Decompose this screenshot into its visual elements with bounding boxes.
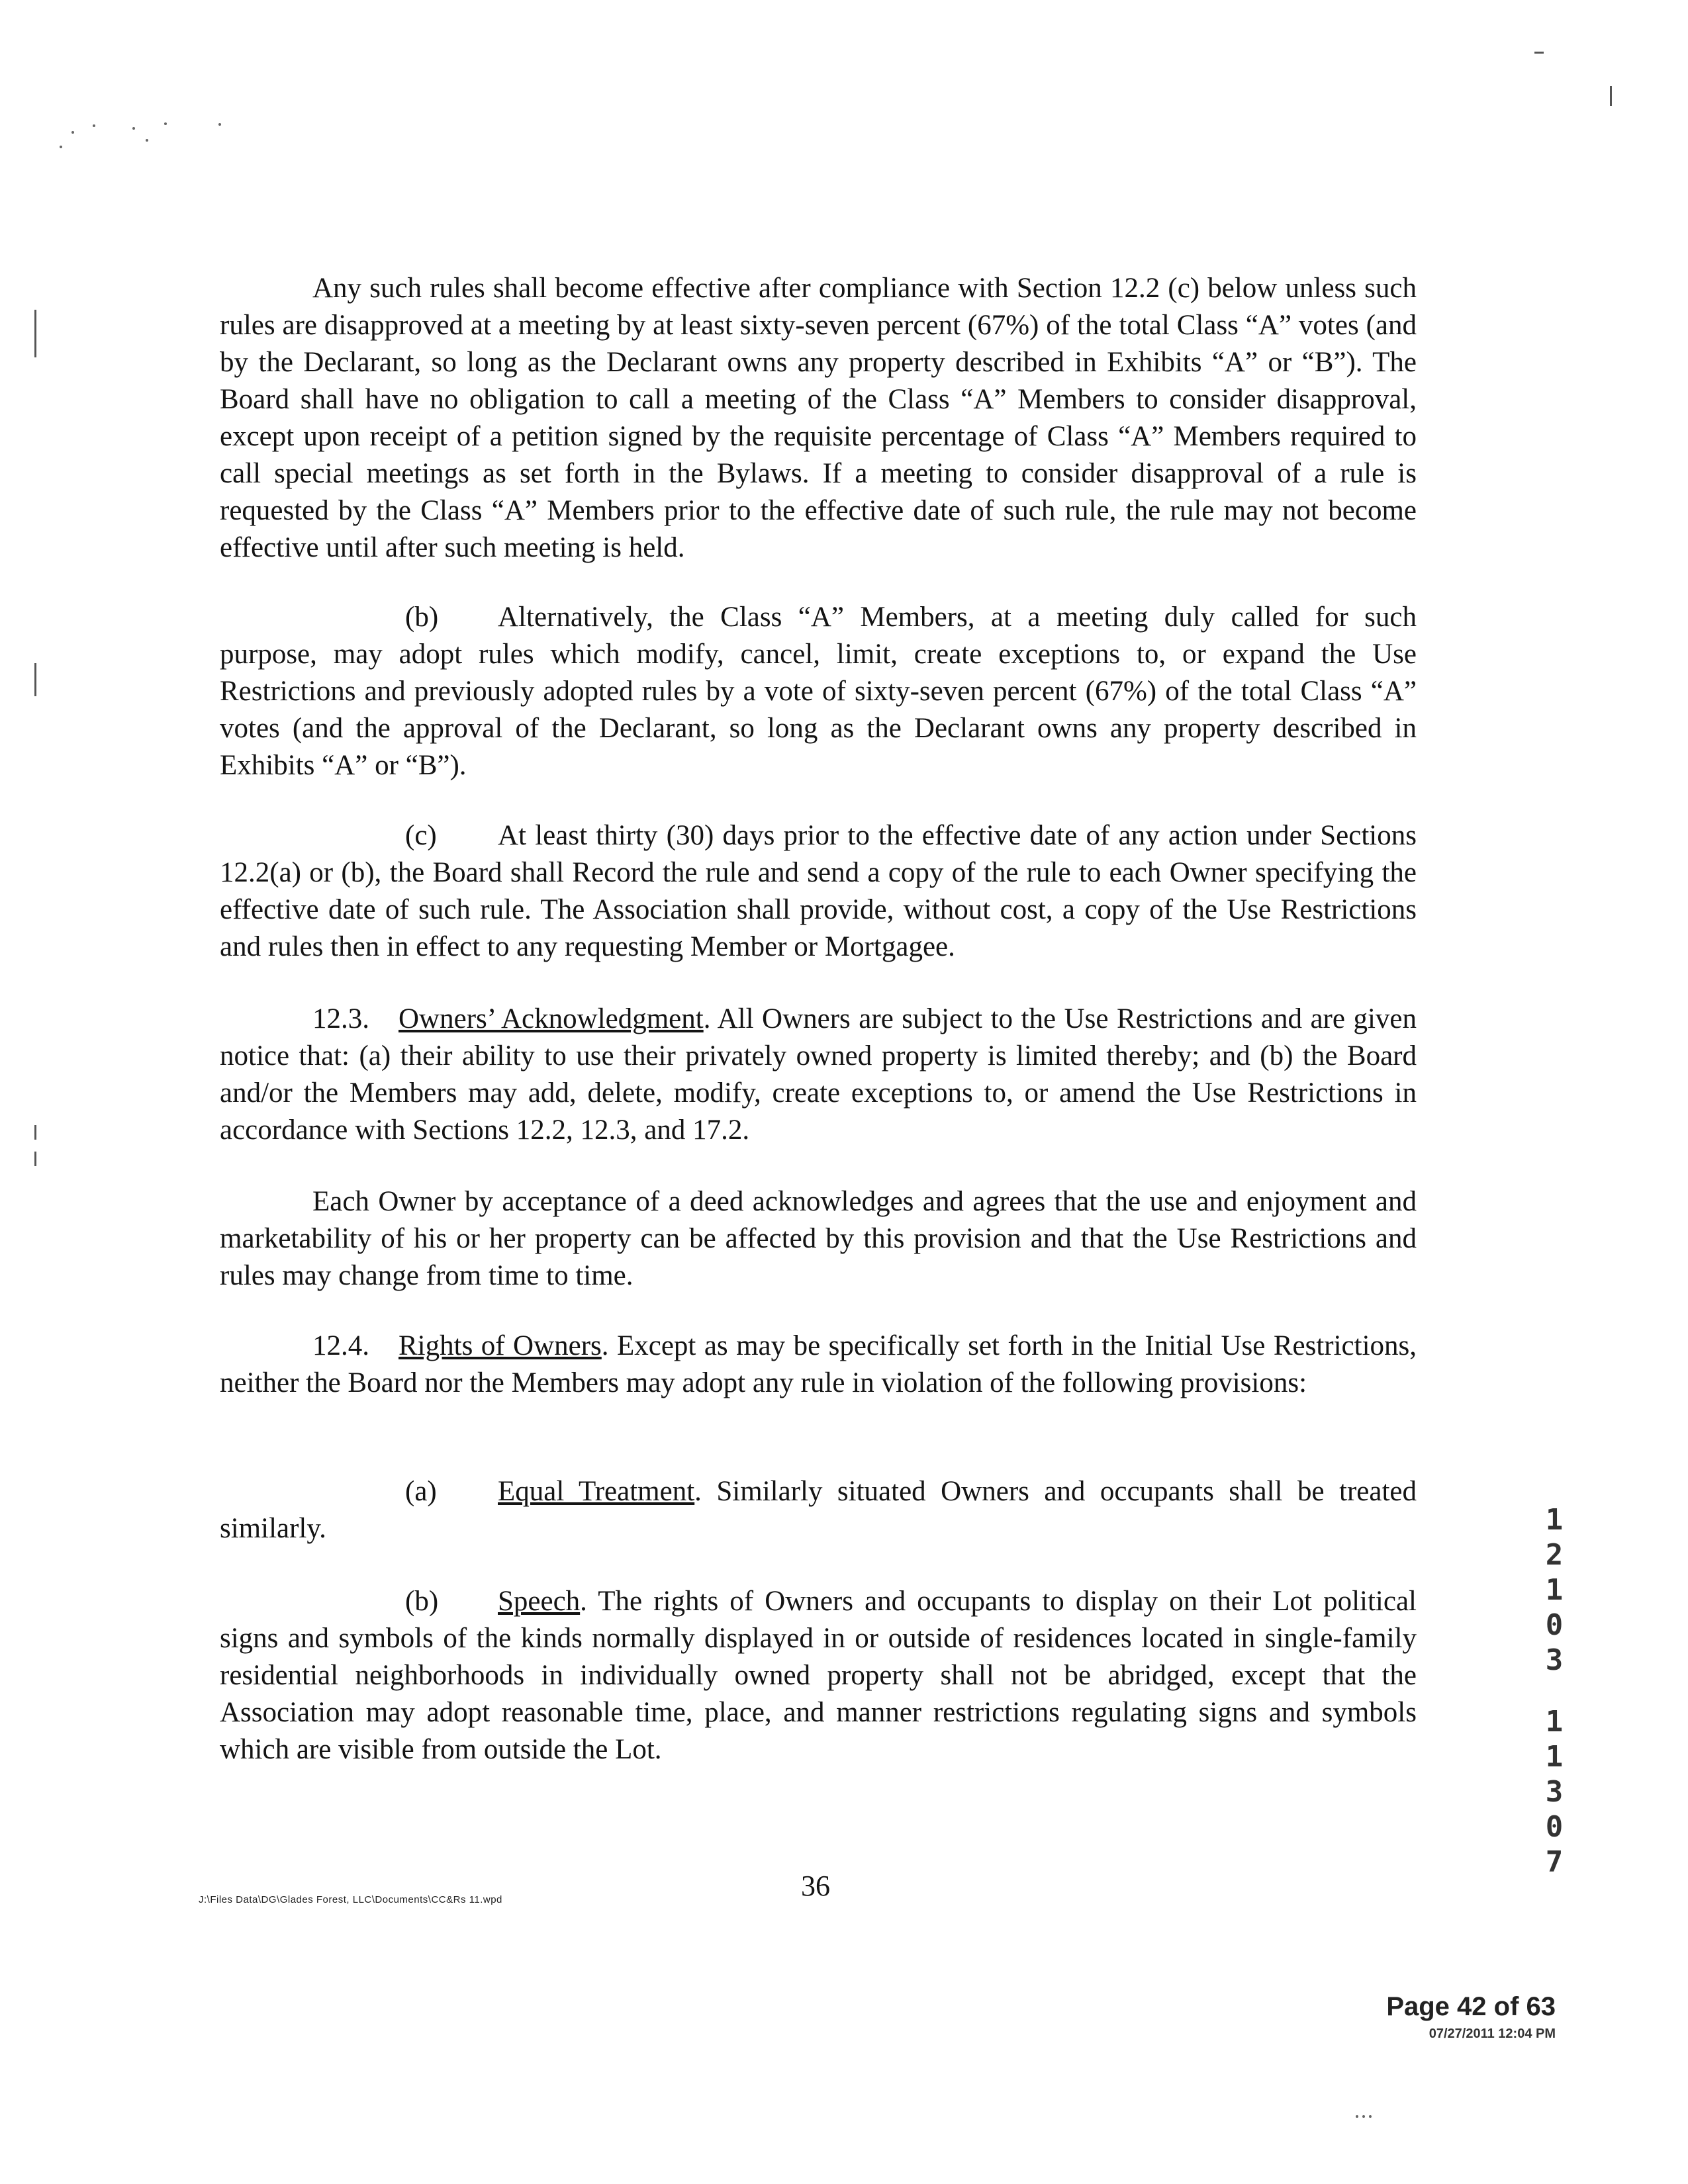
section-12-4 [220,1328,1417,1402]
scan-speck [132,127,135,130]
item-title: Speech [498,1586,581,1617]
paragraph-text: . Similarly situated Owners and occupants shall be treated similarly. [220,1476,1417,1544]
item-label: (a) [405,1476,437,1507]
item-label: (b) [405,1586,439,1617]
scan-speck [146,139,148,142]
margin-bar [34,1152,36,1166]
recording-digit: 1 [1545,1740,1564,1774]
section-number: 12.4. [312,1330,369,1361]
recording-digit: 7 [1545,1845,1564,1879]
recording-digit: 1 [1545,1705,1564,1739]
paragraph-rules-effective [220,270,1417,567]
margin-bar [34,663,36,696]
scan-speck [218,123,221,126]
paragraph-text: Any such rules shall become effective after compliance with Section 12.2 (c) below unless such rules are disapproved at a meeting by at least sixty-seven percent (67%) of the total Class “A” votes (and by the Declarant, so long as the Declarant owns any property described in Exhibits “A” or “B”). The Board shall have no obligation to call a meeting of the Class “A” Members to consider disapproval, except upon receipt of a petition signed by the requisite percentage of Class “A” Members required to call special meetings as set forth in the Bylaws. If a meeting to consider disapproval of a rule is requested by the Class “A” Members prior to the effective date of such rule, the rule may not become effective until after such meeting is held. [220,273,1417,563]
recording-digit: 0 [1545,1608,1564,1642]
scan-mark [1534,52,1544,54]
recording-digit: 3 [1545,1643,1564,1677]
scan-speck [1362,2115,1365,2118]
section-title: Owners’ Acknowledgment [399,1003,704,1034]
scan-speck [60,146,62,148]
scan-speck [93,124,95,127]
recording-digit: 0 [1545,1810,1564,1844]
paragraph-text: . The rights of Owners and occupants to display on their Lot political signs and symbols of the kinds normally displayed in or outside of residences located in single-family residential neighborhoods in individually owned property shall not be abridged, except that the Association may adopt reasonable time, place, and manner restrictions regulating signs and symbols which are visible from outside the Lot. [220,1586,1417,1765]
scan-speck [164,122,167,125]
section-title: Rights of Owners [399,1330,602,1361]
paragraph-text: . Except as may be specifically set forth in the Initial Use Restrictions, neither the Board nor the Members may adopt any rule in violation of the following provisions: [220,1330,1417,1398]
paragraph-equal-treatment [220,1473,1417,1547]
recording-digit: 3 [1545,1775,1564,1809]
section-number: 12.3. [312,1003,369,1034]
paragraph-text: At least thirty (30) days prior to the effective date of any action under Sections 12.2(a) or (b), the Board shall Record the rule and send a copy of the rule to each Owner specifying the effective date of such rule. The Association shall provide, without cost, a copy of the Use Restrictions and rules then in effect to any requesting Member or Mortgagee. [220,820,1417,962]
section-12-3 [220,1001,1417,1149]
paragraph-text: Alternatively, the Class “A” Members, at a meeting duly called for such purpose, may adopt rules which modify, cancel, limit, create exceptions to, or expand the Use Restrictions and previously adopted rules by a vote of sixty-seven percent (67%) of the total Class “A” votes (and the approval of the Declarant, so long as the Declarant owns any property described in Exhibits “A” or “B”). [220,602,1417,781]
margin-bar [34,310,36,357]
item-label: (b) [405,602,439,633]
scan-speck [71,131,74,134]
scan-mark [1610,86,1612,106]
paragraph-12-2-b [220,599,1417,784]
page-number: 36 [801,1870,830,1902]
recording-number [1534,1502,1574,1880]
item-label: (c) [405,820,437,851]
paragraph-12-2-c [220,817,1417,966]
scan-speck [1356,2115,1358,2118]
file-path: J:\Files Data\DG\Glades Forest, LLC\Documents\CC&Rs 11.wpd [199,1894,502,1905]
page-count-stamp: Page 42 of 63 [1386,1992,1556,2021]
item-title: Equal Treatment [498,1476,695,1507]
paragraph-speech [220,1583,1417,1768]
margin-bar [34,1125,36,1140]
scan-speck [1369,2115,1372,2118]
recording-digit: 1 [1545,1573,1564,1607]
paragraph-each-owner [220,1183,1417,1295]
recording-digit: 2 [1545,1538,1564,1572]
timestamp-stamp: 07/27/2011 12:04 PM [1429,2026,1556,2041]
paragraph-text: Each Owner by acceptance of a deed acknowledges and agrees that the use and enjoyment and marketability of his or her property can be affected by this provision and that the Use Restrictions and rules may change from time to time. [220,1186,1417,1291]
recording-digit: 1 [1545,1503,1564,1537]
paragraph-text: . All Owners are subject to the Use Restrictions and are given notice that: (a) their ability to use their privately owned property is limited thereby; and (b) the Board and/or the Members may add, delete, modify, create exceptions to, or amend the Use Restrictions in accordance with Sections 12.2, 12.3, and 17.2. [220,1003,1417,1146]
